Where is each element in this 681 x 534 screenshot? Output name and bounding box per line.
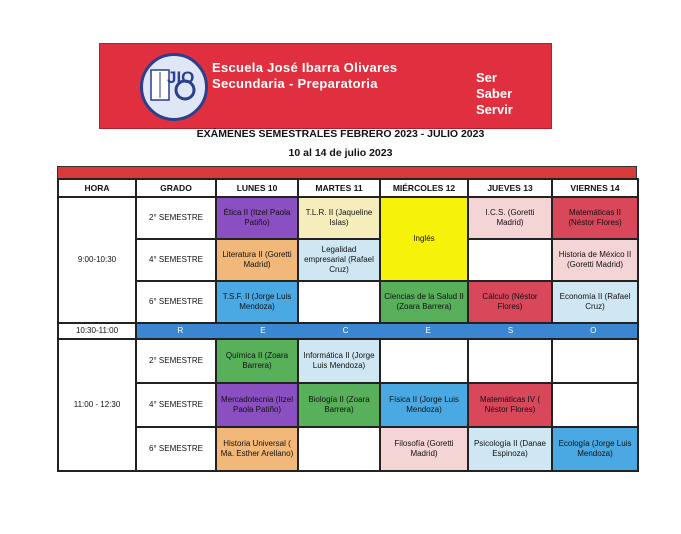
recess-letter: E <box>425 326 431 335</box>
school-name-line1: Escuela José Ibarra Olivares <box>212 60 398 75</box>
exam-cell <box>298 427 380 471</box>
recess-letter: O <box>590 326 597 335</box>
schedule-table <box>57 178 639 472</box>
exam-cell: Cálculo (Néstor Flores) <box>468 281 552 323</box>
exam-cell: Ecología (Jorge Luis Mendoza) <box>552 427 638 471</box>
table-row <box>58 427 638 471</box>
grado-cell: 4° SEMESTRE <box>136 383 216 427</box>
exam-cell: Historia Universal ( Ma. Esther Arellano) <box>216 427 298 471</box>
recess-row <box>58 323 638 339</box>
exam-cell: Ciencias de la Salud II (Zoara Barrera) <box>380 281 468 323</box>
recess-letter: E <box>260 326 266 335</box>
col-martes: MARTES 11 <box>298 179 380 197</box>
table-row <box>58 281 638 323</box>
exam-cell: Biología II (Zoara Barrera) <box>298 383 380 427</box>
hora-cell: 11:00 - 12:30 <box>58 339 136 471</box>
grado-cell: 2° SEMESTRE <box>136 197 216 239</box>
col-lunes: LUNES 10 <box>216 179 298 197</box>
exam-cell <box>552 383 638 427</box>
recess-hora-cell: 10:30-11:00 <box>58 323 136 339</box>
exam-cell <box>552 339 638 383</box>
recess-band <box>136 323 638 339</box>
exam-cell: T.S.F. II (Jorge Luis Mendoza) <box>216 281 298 323</box>
exam-cell: Mercadotecnia (Itzel Paola Patiño) <box>216 383 298 427</box>
col-hora: HORA <box>58 179 136 197</box>
exam-cell: Matemáticas II (Néstor Flores) <box>552 197 638 239</box>
school-name-line2: Secundaria - Preparatoria <box>212 76 378 91</box>
motto-3: Servir <box>476 102 513 117</box>
motto-2: Saber <box>476 86 513 101</box>
table-row <box>58 339 638 383</box>
exam-cell: Ética II (Itzel Paola Patiño) <box>216 197 298 239</box>
exam-cell: I.C.S. (Goretti Madrid) <box>468 197 552 239</box>
grado-cell: 2° SEMESTRE <box>136 339 216 383</box>
exam-cell: Física II (Jorge Luis Mendoza) <box>380 383 468 427</box>
page-subtitle: 10 al 14 de julio 2023 <box>288 147 393 159</box>
exam-cell: Psicología II (Danae Espinoza) <box>468 427 552 471</box>
col-grado: GRADO <box>136 179 216 197</box>
grado-cell: 6° SEMESTRE <box>136 281 216 323</box>
exam-cell: Informática II (Jorge Luis Mendoza) <box>298 339 380 383</box>
motto-1: Ser <box>476 70 497 85</box>
exam-cell: Química II (Zoara Barrera) <box>216 339 298 383</box>
exam-cell <box>468 239 552 281</box>
grado-cell: 6° SEMESTRE <box>136 427 216 471</box>
exam-cell: Matemáticas IV ( Néstor Flores) <box>468 383 552 427</box>
motto <box>476 70 513 118</box>
recess-letter: R <box>177 326 184 335</box>
exam-cell: T.L.R. II (Jaqueline Islas) <box>298 197 380 239</box>
col-miercoles: MIÉRCOLES 12 <box>380 179 468 197</box>
exam-cell: Filosofía (Goretti Madrid) <box>380 427 468 471</box>
exam-cell <box>468 339 552 383</box>
hora-cell: 9:00-10:30 <box>58 197 136 323</box>
school-logo <box>140 53 208 121</box>
grado-cell: 4° SEMESTRE <box>136 239 216 281</box>
exam-cell: Historia de México II (Goretti Madrid) <box>552 239 638 281</box>
table-row <box>58 239 638 281</box>
exam-cell: Inglés <box>380 197 468 281</box>
exam-cell <box>298 281 380 323</box>
table-row <box>58 383 638 427</box>
exam-cell: Legalidad empresarial (Rafael Cruz) <box>298 239 380 281</box>
col-viernes: VIERNES 14 <box>552 179 638 197</box>
logo-letters: JIO <box>167 68 195 87</box>
exam-cell: Economía II (Rafael Cruz) <box>552 281 638 323</box>
header-row <box>58 179 638 197</box>
col-jueves: JUEVES 13 <box>468 179 552 197</box>
school-name <box>212 60 462 92</box>
recess-letter: C <box>342 326 349 335</box>
page-title: EXÁMENES SEMESTRALES FEBRERO 2023 - JULIO 2023 <box>196 128 485 140</box>
exam-cell: Literatura II (Goretti Madrid) <box>216 239 298 281</box>
table-row <box>58 197 638 239</box>
exam-cell <box>380 339 468 383</box>
recess-letter: S <box>507 326 514 335</box>
